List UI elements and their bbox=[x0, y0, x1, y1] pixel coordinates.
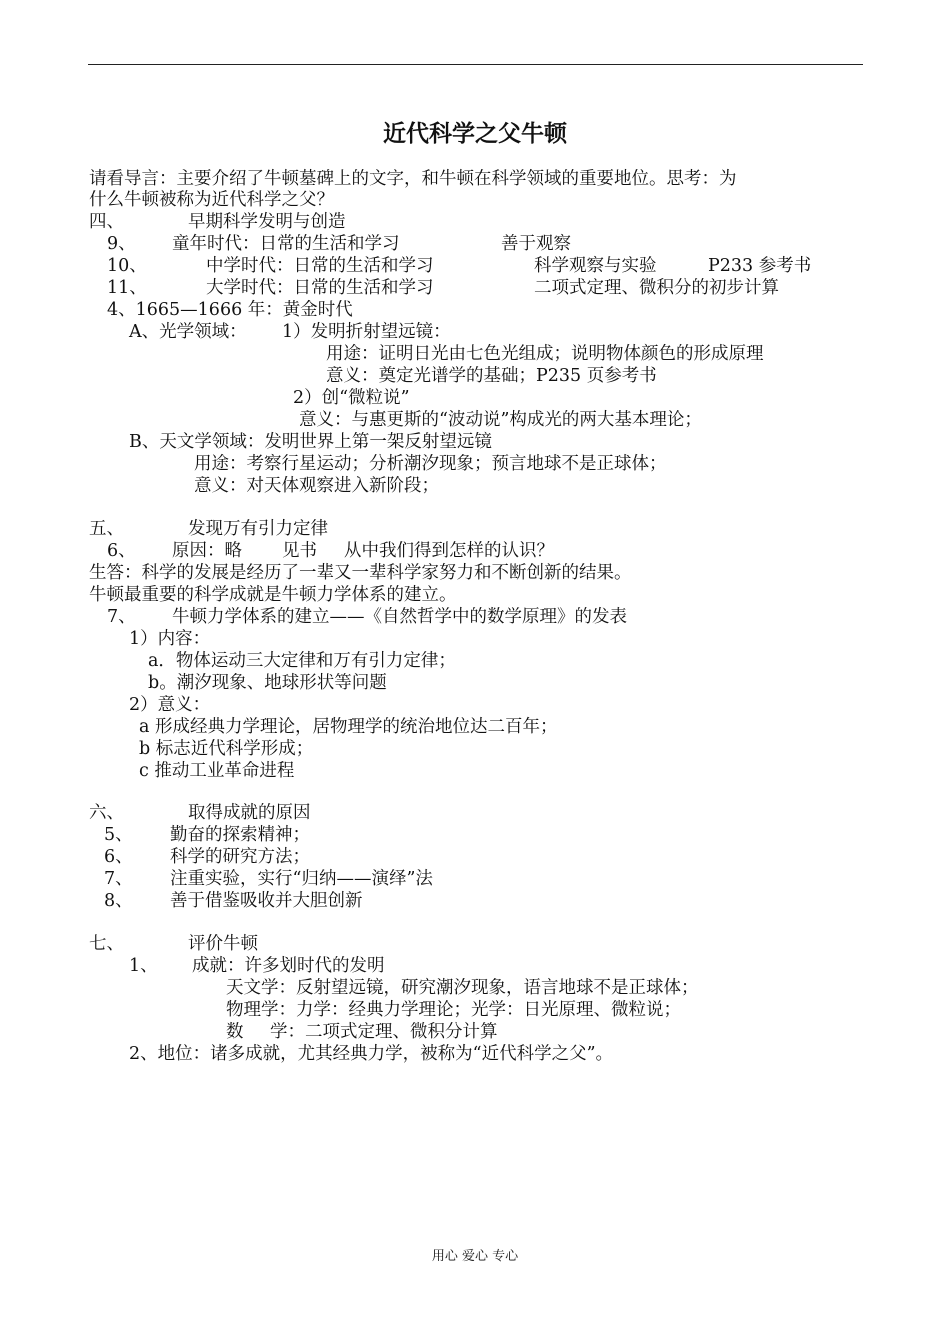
section5-number: 五、 bbox=[89, 519, 124, 539]
item-9-number: 9、 bbox=[107, 234, 136, 254]
item-11-text: 大学时代：日常的生活和学习 bbox=[206, 278, 434, 298]
intro-line-1: 请看导言：主要介绍了牛顿墓碑上的文字，和牛顿在科学领域的重要地位。思考：为 bbox=[89, 169, 737, 189]
meaning-label: 2）意义： bbox=[129, 695, 211, 715]
meaning-b: b 标志近代科学形成； bbox=[139, 739, 314, 759]
item-7-number: 7、 bbox=[107, 607, 136, 627]
header-rule bbox=[88, 64, 863, 65]
content-b: b。潮汐现象、地球形状等问题 bbox=[148, 673, 387, 693]
reason-7-text: 注重实验，实行“归纳——演绎”法 bbox=[170, 869, 433, 889]
item-11-note: 二项式定理、微积分的初步计算 bbox=[534, 278, 779, 298]
reason-5-text: 勤奋的探索精神； bbox=[170, 825, 310, 845]
item-10-ref: P233 参考书 bbox=[708, 256, 812, 276]
reason-5-number: 5、 bbox=[104, 825, 133, 845]
optics-item-2: 2）创“微粒说” bbox=[293, 388, 410, 408]
astronomy-line: B、天文学领域：发明世界上第一架反射望远镜 bbox=[129, 432, 492, 452]
section5-heading: 发现万有引力定律 bbox=[188, 519, 328, 539]
astronomy-meaning: 意义：对天体观察进入新阶段； bbox=[194, 476, 439, 496]
optics-item-1-meaning: 意义：奠定光谱学的基础；P235 页参考书 bbox=[326, 366, 657, 386]
item-10-note: 科学观察与实验 bbox=[534, 256, 657, 276]
page-footer: 用心 爱心 专心 bbox=[431, 1249, 519, 1264]
meaning-c: c 推动工业革命进程 bbox=[139, 761, 295, 781]
astronomy-use: 用途：考察行星运动；分析潮汐现象；预言地球不是正球体； bbox=[194, 454, 667, 474]
evaluation-math-b: 学：二项式定理、微积分计算 bbox=[270, 1022, 498, 1042]
reason-8-text: 善于借鉴吸收并大胆创新 bbox=[170, 891, 363, 911]
evaluation-2: 2、地位：诸多成就，尤其经典力学，被称为“近代科学之父”。 bbox=[129, 1044, 614, 1064]
item-9-text: 童年时代：日常的生活和学习 bbox=[172, 234, 400, 254]
optics-item-1: 1）发明折射望远镜： bbox=[282, 322, 451, 342]
item-6-seebook: 见书 bbox=[282, 541, 317, 561]
item-6-question: 从中我们得到怎样的认识？ bbox=[344, 541, 554, 561]
item-7-text: 牛顿力学体系的建立——《自然哲学中的数学原理》的发表 bbox=[172, 607, 627, 627]
evaluation-math-a: 数 bbox=[226, 1022, 244, 1042]
item-9-note: 善于观察 bbox=[501, 234, 571, 254]
section6-number: 六、 bbox=[89, 803, 124, 823]
meaning-a: a 形成经典力学理论，居物理学的统治地位达二百年； bbox=[139, 717, 558, 737]
reason-8-number: 8、 bbox=[104, 891, 133, 911]
content-label: 1）内容： bbox=[129, 629, 211, 649]
evaluation-physics: 物理学：力学：经典力学理论；光学：日光原理、微粒说； bbox=[226, 1000, 681, 1020]
item-10-number: 10、 bbox=[107, 256, 147, 276]
student-answer-2: 牛顿最重要的科学成就是牛顿力学体系的建立。 bbox=[89, 585, 457, 605]
golden-age-line: 4、1665—1666 年：黄金时代 bbox=[107, 300, 353, 320]
section6-heading: 取得成就的原因 bbox=[188, 803, 311, 823]
evaluation-1-text: 成就：许多划时代的发明 bbox=[192, 956, 385, 976]
item-6-number: 6、 bbox=[107, 541, 136, 561]
section7-heading: 评价牛顿 bbox=[188, 934, 258, 954]
item-10-text: 中学时代：日常的生活和学习 bbox=[206, 256, 434, 276]
optics-item-1-use: 用途：证明日光由七色光组成；说明物体颜色的形成原理 bbox=[326, 344, 764, 364]
section7-number: 七、 bbox=[89, 934, 124, 954]
section4-heading: 早期科学发明与创造 bbox=[188, 212, 346, 232]
optics-label: A、光学领域： bbox=[129, 322, 247, 342]
item-11-number: 11、 bbox=[107, 278, 147, 298]
evaluation-astronomy: 天文学：反射望远镜，研究潮汐现象，语言地球不是正球体； bbox=[226, 978, 699, 998]
section4-number: 四、 bbox=[89, 212, 124, 232]
evaluation-1-number: 1、 bbox=[129, 956, 158, 976]
content-a: a．物体运动三大定律和万有引力定律； bbox=[148, 651, 456, 671]
reason-6-number: 6、 bbox=[104, 847, 133, 867]
page-title: 近代科学之父牛顿 bbox=[383, 120, 567, 147]
optics-item-2-meaning: 意义：与惠更斯的“波动说”构成光的两大基本理论； bbox=[299, 410, 702, 430]
intro-line-2: 什么牛顿被称为近代科学之父？ bbox=[89, 190, 334, 210]
student-answer-1: 生答：科学的发展是经历了一辈又一辈科学家努力和不断创新的结果。 bbox=[89, 563, 632, 583]
reason-7-number: 7、 bbox=[104, 869, 133, 889]
item-6-reason: 原因：略 bbox=[172, 541, 242, 561]
reason-6-text: 科学的研究方法； bbox=[170, 847, 310, 867]
